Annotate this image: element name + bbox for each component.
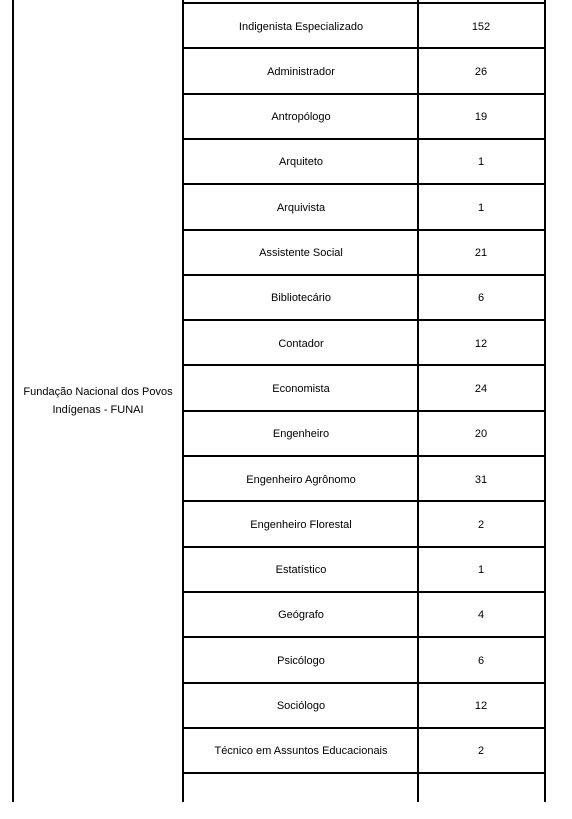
role-cell: Engenheiro bbox=[272, 428, 330, 441]
count-cell: 19 bbox=[474, 111, 488, 124]
role-cell: Assistente Social bbox=[259, 247, 343, 259]
role-cell: Arquivista bbox=[276, 201, 326, 214]
organization-name-line2: Indígenas - FUNAI bbox=[52, 404, 144, 416]
count-cell: 2 bbox=[477, 518, 485, 531]
count-cell: 1 bbox=[477, 156, 485, 169]
count-cell: 12 bbox=[474, 700, 488, 712]
table-row bbox=[182, 4, 546, 49]
table-row bbox=[182, 231, 546, 276]
table-row bbox=[182, 366, 546, 411]
role-cell: Psicólogo bbox=[277, 654, 325, 667]
count-cell: 2 bbox=[477, 745, 485, 758]
table-row bbox=[182, 593, 546, 638]
organization-name-line1: Fundação Nacional dos Povos bbox=[23, 386, 173, 398]
role-cell: Economista bbox=[272, 382, 330, 395]
count-cell: 20 bbox=[474, 428, 488, 441]
count-cell: 26 bbox=[474, 65, 488, 78]
count-cell: 152 bbox=[471, 20, 491, 33]
count-cell: 12 bbox=[474, 337, 488, 350]
count-cell: 21 bbox=[474, 247, 488, 259]
table-row bbox=[182, 185, 546, 230]
role-cell: Bibliotecário bbox=[271, 292, 331, 305]
table-row bbox=[182, 95, 546, 140]
table-row bbox=[182, 502, 546, 547]
table-row bbox=[182, 774, 546, 819]
role-cell bbox=[184, 774, 418, 819]
role-cell: Engenheiro Florestal bbox=[250, 518, 352, 531]
organization-cell bbox=[14, 0, 182, 802]
role-cell: Contador bbox=[278, 337, 324, 350]
role-cell: Administrador bbox=[267, 65, 335, 78]
role-cell: Engenheiro Agrônomo bbox=[246, 473, 356, 486]
role-cell: Arquiteto bbox=[278, 156, 324, 169]
count-cell: 4 bbox=[477, 609, 485, 622]
count-cell: 31 bbox=[474, 473, 488, 486]
role-cell: Estatístico bbox=[275, 564, 327, 577]
count-cell bbox=[418, 774, 544, 819]
table-row bbox=[182, 276, 546, 321]
table-row bbox=[182, 49, 546, 94]
table-row bbox=[182, 684, 546, 729]
role-cell: Sociólogo bbox=[276, 700, 326, 712]
table-row bbox=[182, 638, 546, 683]
count-cell: 6 bbox=[477, 292, 485, 305]
role-cell: Antropólogo bbox=[271, 111, 331, 124]
table-row bbox=[182, 140, 546, 185]
role-cell: Indigenista Especializado bbox=[238, 20, 364, 33]
count-cell: 24 bbox=[474, 382, 488, 395]
table-row bbox=[182, 457, 546, 502]
count-cell: 6 bbox=[477, 654, 485, 667]
table-row bbox=[182, 729, 546, 774]
role-cell: Técnico em Assuntos Educacionais bbox=[214, 745, 388, 758]
count-cell: 1 bbox=[477, 201, 485, 214]
table-row bbox=[182, 548, 546, 593]
role-cell: Geógrafo bbox=[278, 609, 324, 622]
table-row bbox=[182, 412, 546, 457]
count-cell: 1 bbox=[477, 564, 485, 577]
table-row bbox=[182, 321, 546, 366]
